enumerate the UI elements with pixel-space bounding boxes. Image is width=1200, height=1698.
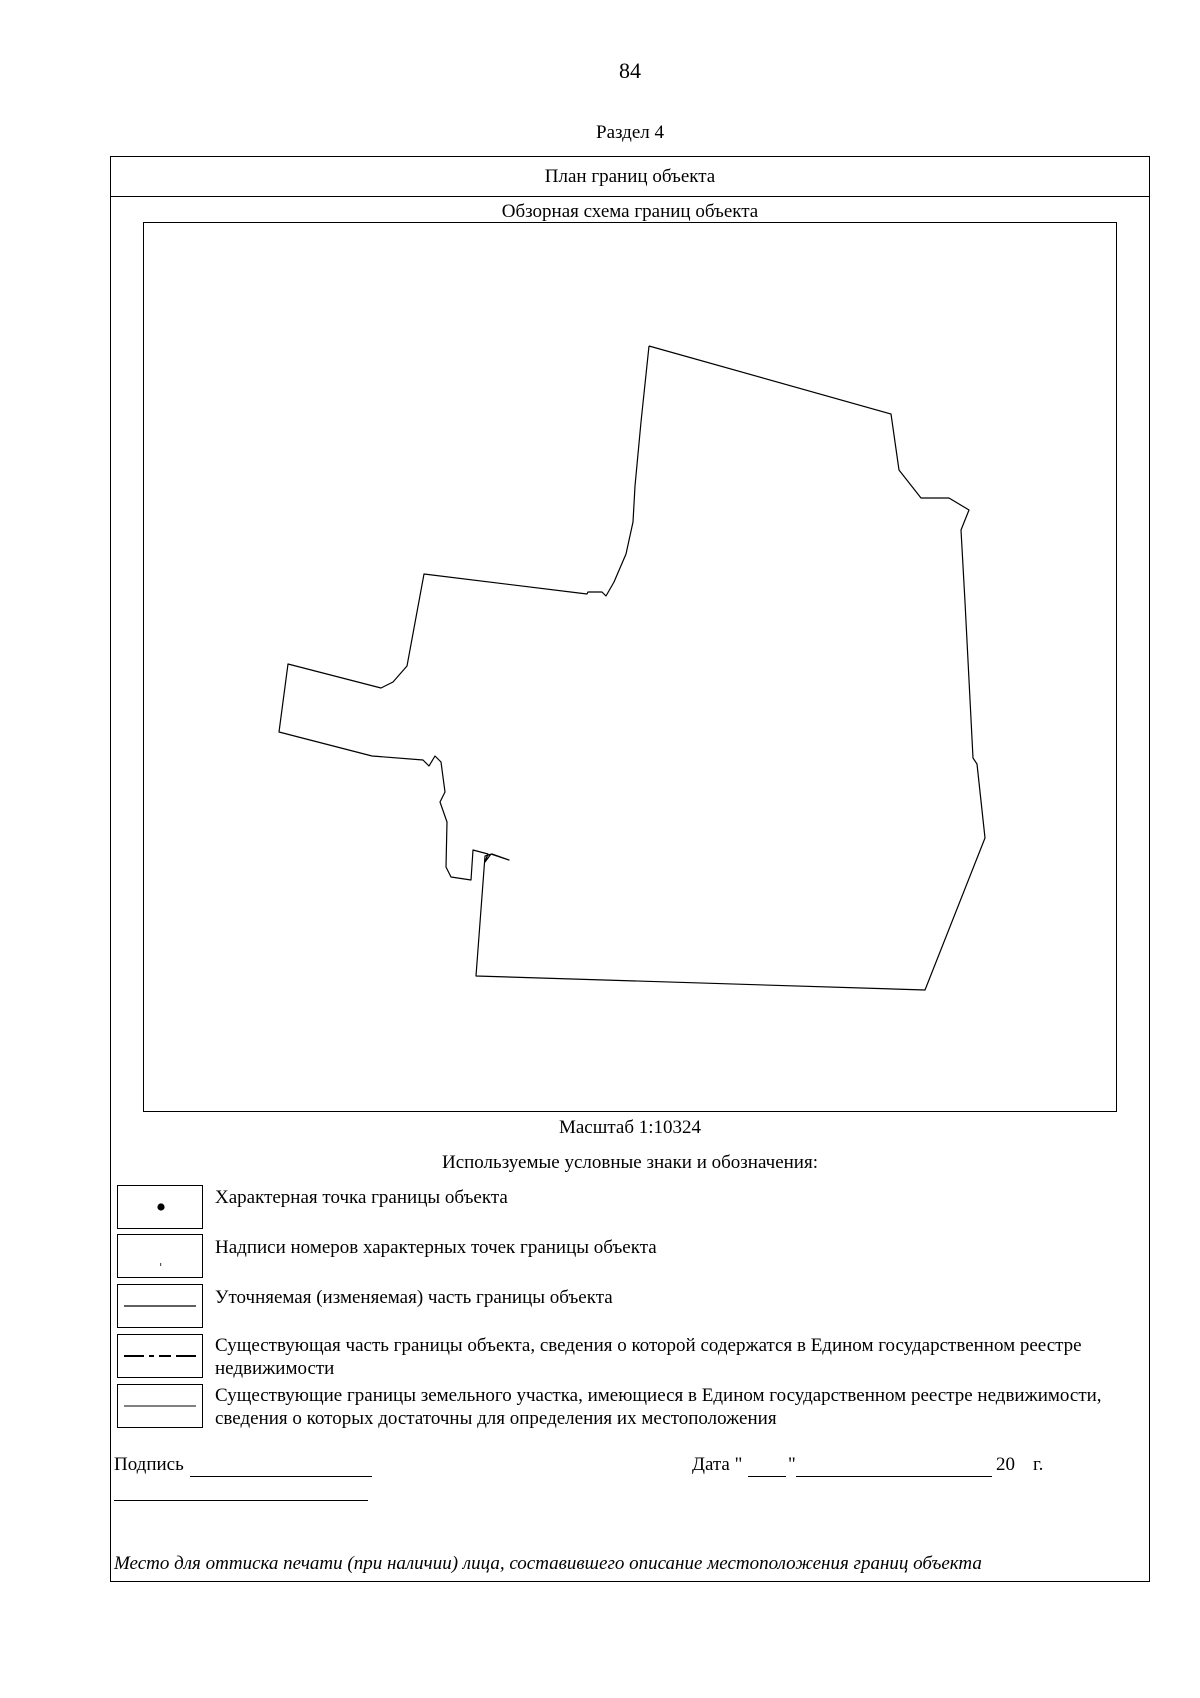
date-month-line[interactable] [796,1476,992,1477]
date-year-suffix: г. [1033,1454,1044,1475]
legend-symbol-refined-boundary [117,1284,203,1328]
legend-symbol-number-label [117,1234,203,1278]
signature-label: Подпись [114,1454,184,1475]
boundary-map [143,222,1117,1112]
date-quote: " [788,1454,796,1475]
signature-line[interactable] [190,1476,372,1477]
legend-symbol-existing-boundary [117,1334,203,1378]
date-day-line[interactable] [748,1476,786,1477]
plan-header: План границ объекта [111,157,1149,197]
legend-text-point: Характерная точка границы объекта [215,1187,508,1208]
legend-text-land-plot-boundary: Существующие границы земельного участка, имеющиеся в Едином государственном реестре недвижимости, сведения о которых достаточны для определения их местоположения [215,1385,1102,1429]
section-title: Раздел 4 [596,122,664,143]
legend-title: Используемые условные знаки и обозначения: [441,1152,818,1173]
signature-name-line[interactable] [114,1500,368,1501]
point-symbol-icon [157,1203,164,1210]
legend-symbol-land-plot-boundary [117,1384,203,1428]
date-year: 20 [996,1454,1015,1475]
stamp-note: Место для оттиска печати (при наличии) лица, составившего описание местоположения границ объекта [114,1553,982,1574]
page-number: 84 [619,58,641,83]
legend-text-refined-boundary: Уточняемая (изменяемая) часть границы объекта [215,1287,613,1308]
object-boundary [279,346,985,990]
legend-text-number-label: Надписи номеров характерных точек границы объекта [215,1237,657,1258]
legend-text-existing-boundary: Существующая часть границы объекта, сведения о которой содержатся в Едином государственном реестре недвижимости [215,1335,1082,1379]
legend-symbol-point [117,1185,203,1229]
scheme-title: Обзорная схема границ объекта [501,201,759,222]
number-label-symbol-icon [160,1263,161,1266]
map-scale: Масштаб 1:10324 [558,1117,702,1138]
date-label: Дата " [692,1454,743,1475]
